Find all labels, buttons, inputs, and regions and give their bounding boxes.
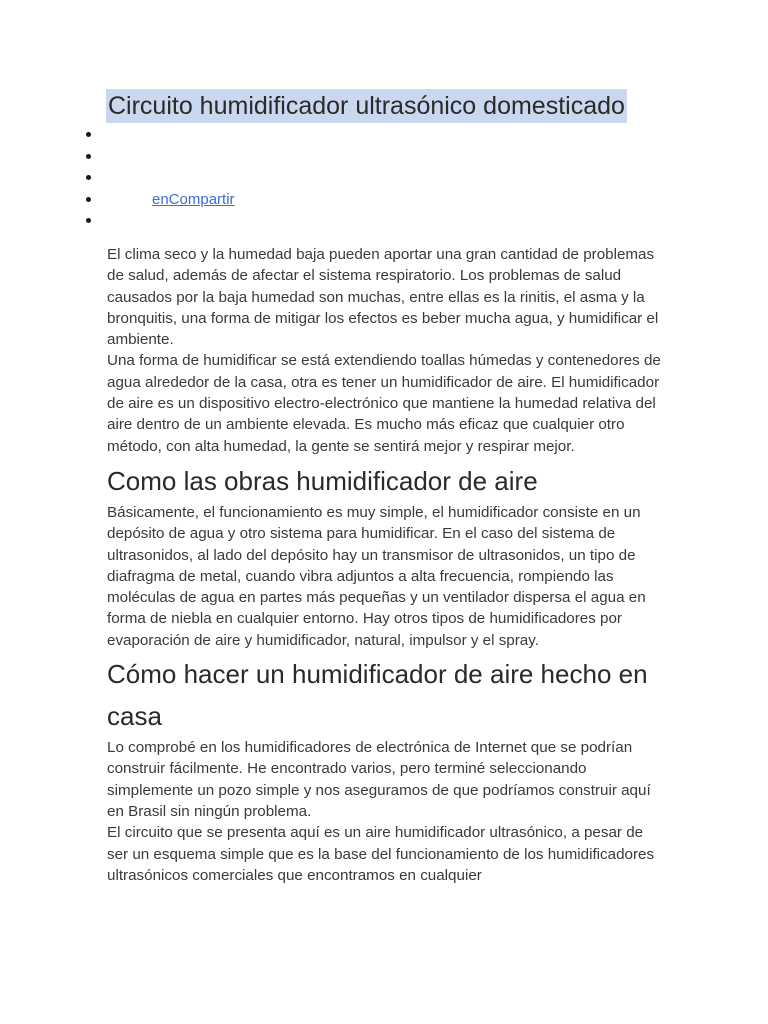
bullet-dot [86, 175, 91, 180]
bullet-dot [86, 154, 91, 159]
section-heading: Cómo hacer un humidificador de aire hecho en casa [107, 659, 648, 732]
paragraph: Lo comprobé en los humidificadores de electrónica de Internet que se podrían construir fácilmente. He encontrado varios, pero terminé seleccionando simplemente un pozo simple y nos aseguramos de que podríamos construir aquí en Brasil sin ningún problema. [107, 739, 651, 820]
page-title: Circuito humidificador ultrasónico domesticado [106, 89, 627, 123]
share-link[interactable]: enCompartir [152, 190, 235, 208]
paragraph: Básicamente, el funcionamiento es muy simple, el humidificador consiste en un depósito de agua y otro sistema para humidificar. En el caso del sistema de ultrasonidos, al lado del depósito hay un transmisor de ultrasonidos, un tipo de diafragma de metal, cuando vibra adjuntos a alta frecuencia, rompiendo las moléculas de agua en partes más pequeñas y un ventilador dispersa el agua en forma de niebla en cualquier entorno. Hay otros tipos de humidificadores por evaporación de aire y humidificador, natural, impulsor y el spray. [107, 503, 646, 649]
article-body [107, 244, 667, 886]
bullet-dot [86, 218, 91, 223]
bullet-dot [86, 132, 91, 137]
paragraph: El circuito que se presenta aquí es un aire humidificador ultrasónico, a pesar de ser un esquema simple que es la base del funcionamiento de los humidificadores ultrasónicos comerciales que encontramos en cualquier [107, 824, 655, 884]
section-heading: Como las obras humidificador de aire [107, 465, 538, 496]
bullet-dot [86, 197, 91, 202]
paragraph: El clima seco y la humedad baja pueden aportar una gran cantidad de problemas de salud, además de afectar el sistema respiratorio. Los problemas de salud causados por la baja humedad son muchas, entre ellas es la rinitis, el asma y la bronquitis, una forma de mitigar los efectos es beber mucha agua, y humidificar el ambiente. [107, 246, 659, 349]
paragraph: Una forma de humidificar se está extendiendo toallas húmedas y contenedores de agua alrededor de la casa, otra es tener un humidificador de aire. El humidificador de aire es un dispositivo electro-electrónico que mantiene la humedad relativa del aire dentro de un ambiente elevada. Es mucho más eficaz que cualquier otro método, con alta humedad, la gente se sentirá mejor y respirar mejor. [107, 352, 661, 455]
